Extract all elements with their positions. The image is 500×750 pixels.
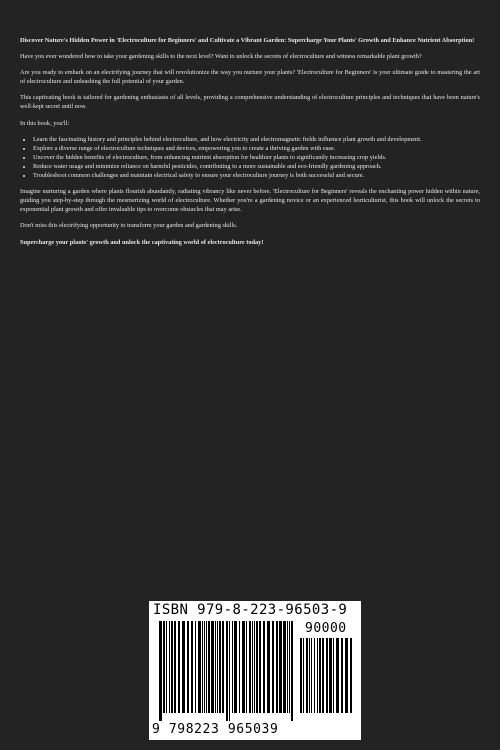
- benefits-list: [20, 135, 480, 180]
- barcode-bar: [317, 638, 318, 713]
- barcode-bar: [314, 638, 315, 713]
- barcode-bar: [283, 621, 286, 713]
- list-item: • Troubleshoot common challenges and maintain electrical safety to ensure your electroculture journey is both successful and secure.: [33, 171, 480, 180]
- barcode-bar: [169, 621, 170, 713]
- addon-barcode-bars: [300, 638, 354, 721]
- barcode-bar: [195, 621, 196, 713]
- list-item: • Learn the fascinating history and principles behind electroculture, and how electricity and electromagnetic fields influence plant growth and development.: [33, 135, 480, 144]
- list-intro: In this book, you'll:: [20, 119, 70, 127]
- list-item: • Explore a diverse range of electroculture techniques and devices, empowering you to create a thriving garden with ease.: [33, 144, 480, 153]
- back-cover-blurb: [20, 36, 480, 254]
- list-item: • Uncover the hidden benefits of electroculture, from enhancing nutrient absorption for healthier plants to significantly increasing crop yields.: [33, 153, 480, 162]
- imagine-paragraph: Imagine nurturing a garden where plants flourish abundantly, radiating vibrancy like never before. 'Electroculture for Beginners' reveals the enchanting power hidden within nature, guiding you step-by-step through the mesmerizing world of electroculture. Whether you're a gardening novice or an experienced horticulturist, this book will unlock the secrets to exponential plant growth and offer invaluable tips to overcome obstacles that may arise.: [20, 188, 480, 214]
- ean13-barcode-bars: [159, 621, 295, 721]
- barcode-bar: [259, 621, 261, 713]
- barcode-bar: [309, 638, 310, 713]
- barcode-bar: [252, 621, 253, 713]
- barcode-bar: [276, 621, 278, 713]
- isbn-label: ISBN 979-8-223-96503-9: [153, 602, 348, 618]
- barcode-bar: [159, 621, 162, 721]
- barcode-bar: [333, 638, 334, 713]
- barcode-bar: [229, 621, 230, 721]
- barcode-bar: [178, 621, 180, 713]
- barcode-bar: [249, 621, 251, 713]
- barcode-digits: 9 798223 965039: [152, 722, 279, 737]
- headline: Discover Nature's Hidden Power in 'Electroculture for Beginners' and Cultivate a Vibrant Garden: Supercharge Your Plants' Growth and Enhance Nutrient Absorption!: [20, 37, 475, 44]
- barcode-bar: [198, 621, 201, 713]
- barcode-bar: [322, 638, 324, 713]
- barcode-bar: [163, 621, 165, 713]
- audience-paragraph: This captivating book is tailored for gardening enthusiasts of all levels, providing a comprehensive understanding of electroculture principles and techniques that have been nature's well-kept secret until now.: [20, 94, 480, 111]
- barcode-bar: [226, 621, 228, 721]
- barcode-bar: [219, 621, 221, 713]
- barcode-bar: [191, 621, 193, 713]
- barcode-bar: [182, 621, 185, 713]
- barcode-bar: [319, 638, 321, 713]
- barcode-bar: [187, 621, 189, 713]
- barcode-bar: [289, 621, 290, 713]
- barcode-bar: [291, 621, 293, 721]
- barcode-bar: [272, 621, 274, 713]
- closing-line: Supercharge your plants' growth and unlock the captivating world of electroculture today!: [20, 238, 264, 246]
- barcode-bar: [204, 621, 205, 713]
- barcode-bar: [341, 638, 343, 713]
- barcode-bar: [208, 621, 210, 713]
- barcode-bar: [171, 621, 173, 713]
- barcode-bar: [279, 621, 282, 713]
- isbn-barcode: [149, 601, 361, 740]
- barcode-bar: [336, 638, 339, 713]
- price-code: 90000: [305, 621, 347, 636]
- barcode-bar: [202, 621, 203, 713]
- barcode-bar: [239, 621, 240, 713]
- barcode-bar: [263, 621, 265, 713]
- barcode-bar: [232, 621, 233, 713]
- barcode-bar: [306, 638, 308, 713]
- barcode-bar: [311, 638, 312, 713]
- barcode-bar: [206, 621, 207, 713]
- barcode-bar: [254, 621, 255, 713]
- barcode-bar: [256, 621, 258, 713]
- barcode-bar: [217, 621, 218, 713]
- barcode-bar: [350, 638, 352, 713]
- barcode-bar: [211, 621, 214, 713]
- barcode-bar: [166, 621, 167, 713]
- barcode-bar: [234, 621, 237, 713]
- barcode-bar: [303, 638, 304, 713]
- barcode-bar: [267, 621, 270, 713]
- barcode-bar: [329, 638, 332, 713]
- barcode-bar: [242, 621, 245, 713]
- barcode-bar: [345, 638, 348, 713]
- barcode-bar: [215, 621, 216, 713]
- barcode-bar: [326, 638, 328, 713]
- intro-paragraph: Have you ever wondered how to take your gardening skills to the next level? Want to unlock the secrets of electroculture and witness remarkable plant growth?: [20, 53, 422, 61]
- barcode-bar: [287, 621, 288, 713]
- barcode-bar: [222, 621, 224, 713]
- opportunity-paragraph: Don't miss this electrifying opportunity to transform your garden and gardening skills.: [20, 222, 238, 230]
- barcode-bar: [300, 638, 302, 713]
- journey-paragraph: Are you ready to embark on an electrifying journey that will revolutionize the way you nurture your plants? 'Electroculture for Beginners' is your ultimate guide to mastering the art of electroculture and unleashing the full potential of your garden.: [20, 69, 480, 86]
- barcode-bar: [246, 621, 247, 713]
- list-item: • Reduce water usage and minimize reliance on harmful pesticides, contributing to a more sustainable and eco-friendly gardening approach.: [33, 162, 480, 171]
- barcode-bar: [174, 621, 176, 713]
